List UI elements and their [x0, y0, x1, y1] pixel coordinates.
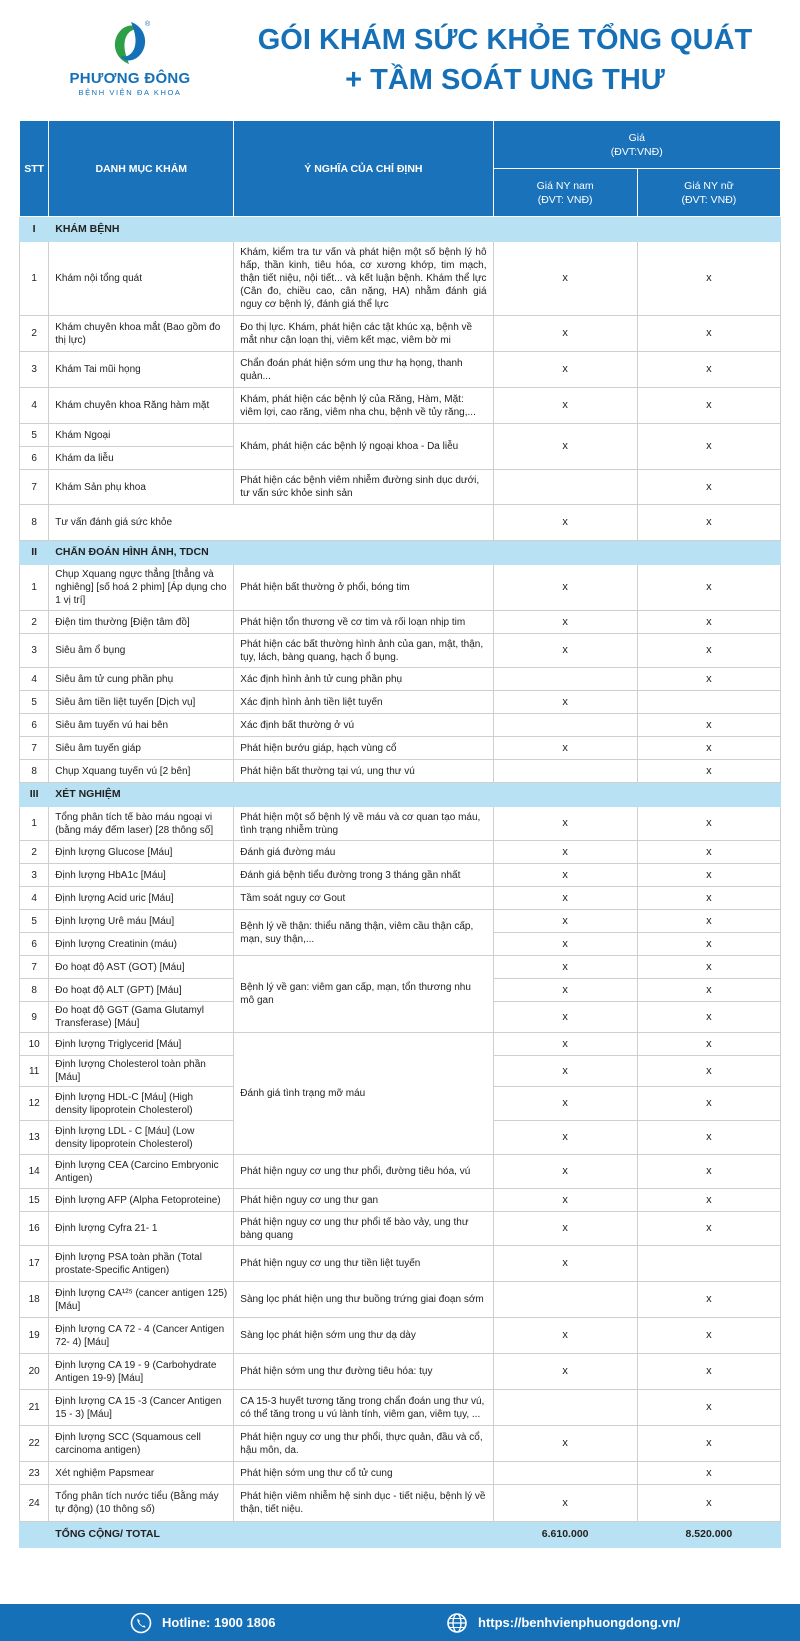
row-stt: 19 — [20, 1318, 49, 1354]
row-name: Xét nghiệm Papsmear — [49, 1462, 234, 1485]
row-male: x — [493, 956, 637, 979]
table-row — [20, 760, 781, 783]
row-meaning: Phát hiện nguy cơ ung thư tiền liệt tuyến — [234, 1246, 493, 1282]
page-header — [0, 0, 800, 118]
row-meaning: Phát hiện bướu giáp, hạch vùng cổ — [234, 737, 493, 760]
row-stt: 8 — [20, 760, 49, 783]
row-male: x — [493, 388, 637, 424]
row-name: Định lượng HbA1c [Máu] — [49, 864, 234, 887]
section-no: III — [20, 783, 49, 807]
row-female: x — [637, 611, 780, 634]
row-stt: 9 — [20, 1002, 49, 1033]
row-name: Tư vấn đánh giá sức khỏe — [49, 505, 493, 541]
row-stt: 1 — [20, 242, 49, 316]
row-female: x — [637, 352, 780, 388]
row-female: x — [637, 388, 780, 424]
row-name: Siêu âm tử cung phần phụ — [49, 668, 234, 691]
row-meaning: Phát hiện bất thường ở phổi, bóng tim — [234, 565, 493, 611]
website-text: https://benhvienphuongdong.vn/ — [478, 1615, 681, 1630]
row-stt: 4 — [20, 388, 49, 424]
row-stt: 5 — [20, 910, 49, 933]
row-meaning: Xác định hình ảnh tử cung phần phụ — [234, 668, 493, 691]
row-male: x — [493, 933, 637, 956]
table-row — [20, 1485, 781, 1522]
table-row — [20, 470, 781, 505]
row-stt: 8 — [20, 979, 49, 1002]
table-row — [20, 887, 781, 910]
table-row — [20, 565, 781, 611]
row-meaning: Đo thị lực. Khám, phát hiện các tật khúc xạ, bệnh về mắt như cận loạn thị, viêm kết mạc, viêm bờ mi — [234, 316, 493, 352]
row-name: Định lượng Triglycerid [Máu] — [49, 1033, 234, 1056]
row-stt: 10 — [20, 1033, 49, 1056]
row-male: x — [493, 1485, 637, 1522]
row-meaning: Chẩn đoán phát hiện sớm ung thư hạ họng, thanh quản... — [234, 352, 493, 388]
row-meaning: Khám, phát hiện các bệnh lý của Răng, Hàm, Mặt: viêm lợi, cao răng, viêm nha chu, bệnh về tủy răng,... — [234, 388, 493, 424]
row-name: Khám nội tổng quát — [49, 242, 234, 316]
row-stt: 15 — [20, 1189, 49, 1212]
row-stt: 1 — [20, 807, 49, 841]
table-row — [20, 1155, 781, 1189]
brand-name: PHƯƠNG ĐÔNG — [69, 70, 191, 87]
row-stt: 2 — [20, 611, 49, 634]
row-meaning: Phát hiện sớm ung thư đường tiêu hóa: tụy — [234, 1354, 493, 1390]
table-row — [20, 611, 781, 634]
total-female: 8.520.000 — [637, 1522, 780, 1548]
row-meaning: Đánh giá đường máu — [234, 841, 493, 864]
row-stt: 12 — [20, 1087, 49, 1121]
row-meaning: Phát hiện tổn thương về cơ tim và rối loạn nhịp tim — [234, 611, 493, 634]
row-female: x — [637, 1485, 780, 1522]
row-meaning: Phát hiện sớm ung thư cổ tử cung — [234, 1462, 493, 1485]
row-name: Định lượng CA 19 - 9 (Carbohydrate Antigen 19-9) [Máu] — [49, 1354, 234, 1390]
row-meaning: Phát hiện một số bệnh lý về máu và cơ quan tạo máu, tình trạng nhiễm trùng — [234, 807, 493, 841]
row-stt: 7 — [20, 737, 49, 760]
header-category: DANH MỤC KHÁM — [49, 121, 234, 217]
row-male: x — [493, 864, 637, 887]
row-female: x — [637, 910, 780, 933]
globe-icon — [446, 1612, 468, 1634]
row-name: Siêu âm tuyến giáp — [49, 737, 234, 760]
row-meaning: Sàng lọc phát hiện ung thư buồng trứng giai đoạn sớm — [234, 1282, 493, 1318]
row-stt: 20 — [20, 1354, 49, 1390]
row-male: x — [493, 1318, 637, 1354]
table-row — [20, 1246, 781, 1282]
header-female — [637, 169, 780, 217]
table-row — [20, 634, 781, 668]
row-male: x — [493, 611, 637, 634]
row-male: x — [493, 841, 637, 864]
row-male — [493, 1282, 637, 1318]
header-price-unit: (ĐVT:VNĐ) — [610, 145, 663, 158]
row-stt: 1 — [20, 565, 49, 611]
row-name: Siêu âm tuyến vú hai bên — [49, 714, 234, 737]
total-label: TỔNG CỘNG/ TOTAL — [49, 1522, 493, 1548]
row-female: x — [637, 1155, 780, 1189]
row-name: Định lượng LDL - C [Máu] (Low density lipoprotein Cholesterol) — [49, 1121, 234, 1155]
row-female: x — [637, 424, 780, 470]
row-female: x — [637, 760, 780, 783]
row-meaning: Khám, phát hiện các bệnh lý ngoại khoa - Da liễu — [234, 424, 493, 470]
hotline-text: Hotline: 1900 1806 — [162, 1615, 276, 1630]
row-female: x — [637, 1318, 780, 1354]
row-female: x — [637, 1189, 780, 1212]
row-male: x — [493, 1189, 637, 1212]
table-row — [20, 737, 781, 760]
table-row — [20, 1282, 781, 1318]
row-male: x — [493, 1002, 637, 1033]
row-male: x — [493, 565, 637, 611]
row-meaning: Phát hiện nguy cơ ung thư gan — [234, 1189, 493, 1212]
row-male — [493, 1462, 637, 1485]
header-price — [493, 121, 780, 169]
table-row — [20, 714, 781, 737]
row-female: x — [637, 1033, 780, 1056]
row-male: x — [493, 691, 637, 714]
header-female-label: Giá NY nữ — [684, 179, 734, 192]
row-meaning: Đánh giá tình trạng mỡ máu — [234, 1033, 493, 1155]
header-female-unit: (ĐVT: VNĐ) — [681, 193, 737, 206]
row-name: Khám chuyên khoa Răng hàm mặt — [49, 388, 234, 424]
row-female — [637, 691, 780, 714]
table-row — [20, 388, 781, 424]
row-male: x — [493, 316, 637, 352]
phuong-dong-logo-icon — [107, 18, 153, 68]
row-female: x — [637, 841, 780, 864]
row-stt: 6 — [20, 447, 49, 470]
row-female: x — [637, 979, 780, 1002]
row-female: x — [637, 470, 780, 505]
row-meaning: Phát hiện các bất thường hình ảnh của gan, mật, thận, tụy, lách, bàng quang, hạch ổ bụng. — [234, 634, 493, 668]
table-row — [20, 1426, 781, 1462]
row-name: Chụp Xquang ngực thẳng [thẳng và nghiêng] [số hoá 2 phim] [Áp dụng cho 1 vị trí] — [49, 565, 234, 611]
row-name: Định lượng Creatinin (máu) — [49, 933, 234, 956]
row-stt: 22 — [20, 1426, 49, 1462]
row-male — [493, 668, 637, 691]
header-male-unit: (ĐVT: VNĐ) — [537, 193, 593, 206]
table-row — [20, 1390, 781, 1426]
row-female: x — [637, 887, 780, 910]
section-no: I — [20, 217, 49, 242]
title-line-2: + TẦM SOÁT UNG THƯ — [345, 64, 665, 96]
row-name: Tổng phân tích nước tiểu (Bằng máy tự động) (10 thông số) — [49, 1485, 234, 1522]
phone-icon — [130, 1612, 152, 1634]
table-row — [20, 1462, 781, 1485]
table-row — [20, 841, 781, 864]
row-stt: 8 — [20, 505, 49, 541]
row-name: Điện tim thường [Điện tâm đồ] — [49, 611, 234, 634]
table-row — [20, 1354, 781, 1390]
row-male: x — [493, 887, 637, 910]
row-male: x — [493, 1155, 637, 1189]
row-stt: 14 — [20, 1155, 49, 1189]
row-name: Chụp Xquang tuyến vú [2 bên] — [49, 760, 234, 783]
row-name: Định lượng CA 72 - 4 (Cancer Antigen 72- 4) [Máu] — [49, 1318, 234, 1354]
row-meaning: Sàng lọc phát hiện sớm ung thư dạ dày — [234, 1318, 493, 1354]
row-meaning: Phát hiện nguy cơ ung thư phổi, thực quản, đầu và cổ, hậu môn, da. — [234, 1426, 493, 1462]
row-name: Định lượng CA 15 -3 (Cancer Antigen 15 - 3) [Máu] — [49, 1390, 234, 1426]
row-male: x — [493, 1354, 637, 1390]
row-stt: 24 — [20, 1485, 49, 1522]
brand-logo — [62, 18, 198, 110]
row-female: x — [637, 316, 780, 352]
row-name: Tổng phân tích tế bào máu ngoại vi (bằng máy đếm laser) [28 thông số] — [49, 807, 234, 841]
section-row — [20, 541, 781, 565]
row-name: Định lượng Cyfra 21- 1 — [49, 1212, 234, 1246]
row-female: x — [637, 1282, 780, 1318]
row-female: x — [637, 956, 780, 979]
row-male: x — [493, 1121, 637, 1155]
row-stt: 3 — [20, 634, 49, 668]
row-female: x — [637, 668, 780, 691]
header-meaning: Ý NGHĨA CỦA CHỈ ĐỊNH — [234, 121, 493, 217]
section-name: CHẨN ĐOÁN HÌNH ẢNH, TDCN — [49, 541, 781, 565]
row-male — [493, 714, 637, 737]
row-female: x — [637, 634, 780, 668]
row-meaning: Phát hiện nguy cơ ung thư phổi, đường tiêu hóa, vú — [234, 1155, 493, 1189]
row-male: x — [493, 1033, 637, 1056]
row-stt: 4 — [20, 668, 49, 691]
table-row — [20, 424, 781, 447]
row-female: x — [637, 565, 780, 611]
row-female: x — [637, 1426, 780, 1462]
page-footer — [0, 1604, 800, 1641]
row-name: Siêu âm tiền liệt tuyến [Dịch vụ] — [49, 691, 234, 714]
row-male: x — [493, 424, 637, 470]
row-stt: 3 — [20, 864, 49, 887]
row-female: x — [637, 242, 780, 316]
row-meaning: Xác định bất thường ở vú — [234, 714, 493, 737]
row-male: x — [493, 1087, 637, 1121]
row-name: Đo hoạt độ GGT (Gama Glutamyl Transferase) [Máu] — [49, 1002, 234, 1033]
table-row — [20, 668, 781, 691]
row-male: x — [493, 1212, 637, 1246]
row-male: x — [493, 634, 637, 668]
row-stt: 7 — [20, 956, 49, 979]
header-male — [493, 169, 637, 217]
header-price-label: Giá — [628, 131, 645, 144]
row-name: Đo hoạt độ ALT (GPT) [Máu] — [49, 979, 234, 1002]
row-male: x — [493, 807, 637, 841]
row-stt: 23 — [20, 1462, 49, 1485]
row-meaning: Xác định hình ảnh tiền liệt tuyến — [234, 691, 493, 714]
row-male: x — [493, 1246, 637, 1282]
row-female: x — [637, 933, 780, 956]
row-female: x — [637, 1056, 780, 1087]
row-name: Định lượng CA¹²⁵ (cancer antigen 125) [Máu] — [49, 1282, 234, 1318]
row-female: x — [637, 864, 780, 887]
row-name: Khám Sản phụ khoa — [49, 470, 234, 505]
row-male — [493, 1390, 637, 1426]
row-stt: 6 — [20, 933, 49, 956]
row-meaning: CA 15-3 huyết tương tăng trong chẩn đoán ung thư vú, có thể tăng trong u vú lành tính, viêm gan, viêm tụy, ... — [234, 1390, 493, 1426]
total-male: 6.610.000 — [493, 1522, 637, 1548]
row-meaning: Bệnh lý về thận: thiểu năng thận, viêm cầu thận cấp, mạn, suy thận,... — [234, 910, 493, 956]
row-stt: 21 — [20, 1390, 49, 1426]
row-name: Định lượng Cholesterol toàn phần [Máu] — [49, 1056, 234, 1087]
row-female: x — [637, 1121, 780, 1155]
row-stt: 4 — [20, 887, 49, 910]
table-row — [20, 505, 781, 541]
row-name: Định lượng PSA toàn phần (Total prostate-Specific Antigen) — [49, 1246, 234, 1282]
row-female — [637, 1246, 780, 1282]
section-name: XÉT NGHIỆM — [49, 783, 781, 807]
row-name: Khám Tai mũi họng — [49, 352, 234, 388]
row-stt: 5 — [20, 691, 49, 714]
row-male — [493, 470, 637, 505]
section-row — [20, 783, 781, 807]
row-meaning: Tầm soát nguy cơ Gout — [234, 887, 493, 910]
row-female: x — [637, 1002, 780, 1033]
row-name: Khám chuyên khoa mắt (Bao gồm đo thị lực) — [49, 316, 234, 352]
row-name: Siêu âm ổ bụng — [49, 634, 234, 668]
table-row — [20, 352, 781, 388]
row-name: Định lượng CEA (Carcino Embryonic Antigen) — [49, 1155, 234, 1189]
row-stt: 2 — [20, 316, 49, 352]
table-row — [20, 1189, 781, 1212]
row-meaning: Phát hiện nguy cơ ung thư phổi tế bào vảy, ung thư bàng quang — [234, 1212, 493, 1246]
row-male: x — [493, 910, 637, 933]
website-link[interactable] — [446, 1604, 680, 1641]
row-name: Định lượng AFP (Alpha Fetoproteine) — [49, 1189, 234, 1212]
row-female: x — [637, 737, 780, 760]
row-name: Định lượng Glucose [Máu] — [49, 841, 234, 864]
section-no: II — [20, 541, 49, 565]
row-stt: 6 — [20, 714, 49, 737]
section-row — [20, 217, 781, 242]
page-title — [210, 20, 800, 100]
row-name: Khám Ngoại — [49, 424, 234, 447]
table-row — [20, 242, 781, 316]
section-name: KHÁM BỆNH — [49, 217, 781, 242]
table-row — [20, 316, 781, 352]
row-stt: 7 — [20, 470, 49, 505]
row-meaning: Khám, kiểm tra tư vấn và phát hiện một số bệnh lý hô hấp, thần kinh, tiêu hóa, cơ xương khớp, tim mạch, thận tiết niệu, nội tiết... và kết luận bệnh. Khám thể lực (Cân đo, chiều cao, cân nặng, HA) nhằm đánh giá nguy cơ bệnh lý, đánh giá thể lực — [234, 242, 493, 316]
row-meaning: Phát hiện các bệnh viêm nhiễm đường sinh dục dưới, tư vấn sức khỏe sinh sản — [234, 470, 493, 505]
row-meaning: Đánh giá bệnh tiểu đường trong 3 tháng gần nhất — [234, 864, 493, 887]
table-row — [20, 1212, 781, 1246]
row-female: x — [637, 1462, 780, 1485]
row-male: x — [493, 1426, 637, 1462]
row-name: Định lượng Acid uric [Máu] — [49, 887, 234, 910]
row-name: Đo hoạt độ AST (GOT) [Máu] — [49, 956, 234, 979]
row-male — [493, 760, 637, 783]
table-row — [20, 1033, 781, 1056]
title-line-1: GÓI KHÁM SỨC KHỎE TỔNG QUÁT — [257, 24, 753, 56]
row-female: x — [637, 1390, 780, 1426]
row-stt: 17 — [20, 1246, 49, 1282]
brand-subtitle: BỆNH VIỆN ĐA KHOA — [78, 88, 182, 97]
row-stt: 11 — [20, 1056, 49, 1087]
registered-mark: ® — [145, 21, 151, 28]
row-female: x — [637, 1212, 780, 1246]
row-female: x — [637, 1354, 780, 1390]
row-name: Định lượng HDL-C [Máu] (High density lipoprotein Cholesterol) — [49, 1087, 234, 1121]
row-stt: 13 — [20, 1121, 49, 1155]
row-male: x — [493, 737, 637, 760]
total-row — [20, 1522, 781, 1548]
row-meaning: Phát hiện bất thường tại vú, ung thư vú — [234, 760, 493, 783]
row-stt: 18 — [20, 1282, 49, 1318]
row-name: Định lượng Urê máu [Máu] — [49, 910, 234, 933]
row-meaning: Bệnh lý về gan: viêm gan cấp, mạn, tổn thương nhu mô gan — [234, 956, 493, 1033]
row-meaning: Phát hiện viêm nhiễm hệ sinh dục - tiết niệu, bệnh lý về thận, tiết niệu. — [234, 1485, 493, 1522]
row-female: x — [637, 1087, 780, 1121]
row-female: x — [637, 807, 780, 841]
row-stt: 5 — [20, 424, 49, 447]
table-row — [20, 691, 781, 714]
row-male: x — [493, 352, 637, 388]
row-name: Định lượng SCC (Squamous cell carcinoma antigen) — [49, 1426, 234, 1462]
package-table — [19, 120, 781, 1548]
hotline[interactable] — [130, 1604, 275, 1641]
row-male: x — [493, 1056, 637, 1087]
row-male: x — [493, 242, 637, 316]
header-stt: STT — [20, 121, 49, 217]
row-stt: 3 — [20, 352, 49, 388]
row-stt: 2 — [20, 841, 49, 864]
row-stt: 16 — [20, 1212, 49, 1246]
table-row — [20, 910, 781, 933]
row-male: x — [493, 505, 637, 541]
table-row — [20, 1318, 781, 1354]
header-male-label: Giá NY nam — [536, 179, 594, 192]
row-female: x — [637, 714, 780, 737]
table-row — [20, 807, 781, 841]
row-name: Khám da liễu — [49, 447, 234, 470]
table-row — [20, 864, 781, 887]
row-female: x — [637, 505, 780, 541]
row-male: x — [493, 979, 637, 1002]
table-row — [20, 956, 781, 979]
